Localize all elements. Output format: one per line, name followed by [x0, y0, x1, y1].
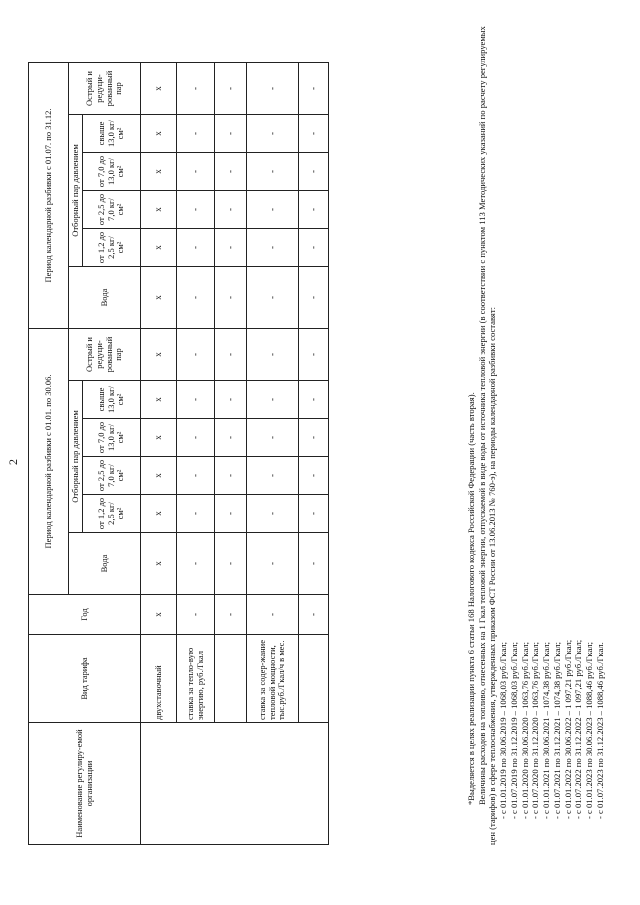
list-item: - с 01.07.2021 по 31.12.2021 – 1074,38 руб./Гкал; [551, 641, 562, 819]
value-cell: x [141, 63, 177, 115]
value-cell: - [215, 191, 247, 229]
header-sharp-steam-2: Острый и редуци-рованный пар [69, 63, 141, 115]
year-cell: - [247, 595, 299, 635]
header-pressure-7-0-b: от 7,0 до 13,0 кг/см² [83, 153, 141, 191]
value-cell: - [247, 495, 299, 533]
value-cell: - [215, 63, 247, 115]
fuel-cost-list [498, 25, 605, 845]
header-water-1: Вода [69, 533, 141, 595]
value-cell: - [177, 381, 215, 419]
header-period-1: Период календарной разбивки с 01.01. по 30.06. [29, 329, 69, 595]
value-cell: - [299, 495, 329, 533]
tariff-type-cell: ставка за содер-жание тепловой мощности, тыс.руб./Гкал/ч в мес. [247, 635, 299, 723]
value-cell: - [247, 63, 299, 115]
list-item: - с 01.07.2022 по 31.12.2022 – 1 097,21 руб./Гкал; [573, 639, 584, 819]
value-cell: - [177, 457, 215, 495]
list-item: - с 01.01.2020 по 30.06.2020 – 1063,76 руб./Гкал; [519, 641, 530, 819]
value-cell: - [215, 419, 247, 457]
list-item: - с 01.07.2019 по 31.12.2019 – 1068,03 руб./Гкал; [508, 641, 519, 819]
tariff-table [28, 62, 329, 845]
header-pressure-13-b: свыше 13,0 кг/см² [83, 115, 141, 153]
value-cell: - [299, 191, 329, 229]
value-cell: - [247, 457, 299, 495]
value-cell: - [299, 229, 329, 267]
header-org-name: Наименование регулиру-емой организации [29, 723, 141, 845]
value-cell: - [177, 495, 215, 533]
value-cell: - [247, 329, 299, 381]
value-cell: x [141, 419, 177, 457]
list-item: - с 01.07.2020 по 31.12.2020 – 1063,76 руб./Гкал; [530, 641, 541, 819]
value-cell: - [299, 329, 329, 381]
value-cell: - [299, 381, 329, 419]
value-cell: - [177, 533, 215, 595]
page-number: 2 [6, 459, 20, 465]
value-cell: - [299, 153, 329, 191]
value-cell: x [141, 115, 177, 153]
notes-paragraph: Величины расходов на топливо, отнесенных на 1 Гкал тепловой энергии, отпускаемой в виде воды от источника тепловой энергии (в соответствии с пунктом 113 Методических указаний по расчету регулируемых цен (тарифов) в сфере теплоснабжения, утвержденных приказом ФСТ России от 13.06.2013 № 760-э), на периоды календарной разбивки составят: [476, 26, 498, 845]
value-cell: - [299, 533, 329, 595]
list-item: - с 01.01.2023 по 30.06.2023 – 1088,46 руб./Гкал; [584, 641, 595, 819]
value-cell: - [299, 267, 329, 329]
value-cell: - [215, 153, 247, 191]
value-cell: - [177, 115, 215, 153]
table-row [141, 63, 177, 845]
header-sharp-steam-1: Острый и редуци-рованный пар [69, 329, 141, 381]
tariff-table-body [141, 63, 329, 845]
header-tariff-type: Вид тарифа [29, 635, 141, 723]
value-cell: - [247, 115, 299, 153]
tariff-type-cell [299, 635, 329, 723]
header-pressure-7-0-a: от 7,0 до 13,0 кг/см² [83, 419, 141, 457]
header-water-2: Вода [69, 267, 141, 329]
value-cell: - [215, 495, 247, 533]
year-cell: - [215, 595, 247, 635]
value-cell: - [247, 153, 299, 191]
value-cell: x [141, 329, 177, 381]
value-cell: x [141, 267, 177, 329]
value-cell: x [141, 191, 177, 229]
value-cell: - [247, 191, 299, 229]
value-cell: - [215, 115, 247, 153]
value-cell: - [177, 419, 215, 457]
header-selected-steam-2: Отборный пар давлением [69, 115, 83, 267]
value-cell: x [141, 229, 177, 267]
header-pressure-13-a: свыше 13,0 кг/см² [83, 381, 141, 419]
value-cell: - [177, 191, 215, 229]
value-cell: x [141, 381, 177, 419]
value-cell: - [177, 267, 215, 329]
year-cell: - [177, 595, 215, 635]
tariff-type-cell [215, 635, 247, 723]
value-cell: - [177, 229, 215, 267]
footnote: *Выделяется в целях реализации пункта 6 статьи 168 Налогового кодекса Российской Федерации (часть вторая). [466, 392, 476, 805]
value-cell: x [141, 457, 177, 495]
value-cell: - [215, 267, 247, 329]
header-pressure-2-5-a: от 2,5 до 7,0 кг/см² [83, 457, 141, 495]
value-cell: - [177, 153, 215, 191]
header-selected-steam-1: Отборный пар давлением [69, 381, 83, 533]
value-cell: - [215, 533, 247, 595]
value-cell: - [299, 419, 329, 457]
tariff-type-cell: двухставочный [141, 635, 177, 723]
header-pressure-1-2-a: от 1,2 до 2,5 кг/см² [83, 495, 141, 533]
org-name-cell [141, 723, 329, 845]
value-cell: - [247, 267, 299, 329]
value-cell: - [247, 419, 299, 457]
tariff-type-cell: ставка за тепло-вую энергию, руб./Гкал [177, 635, 215, 723]
notes-block [466, 25, 606, 845]
value-cell: - [299, 115, 329, 153]
value-cell: x [141, 533, 177, 595]
value-cell: - [247, 533, 299, 595]
header-period-2: Период календарной разбивки с 01.07. по 31.12. [29, 63, 69, 329]
year-cell: - [299, 595, 329, 635]
header-pressure-1-2-b: от 1,2 до 2,5 кг/см² [83, 229, 141, 267]
value-cell: - [215, 229, 247, 267]
value-cell: - [215, 329, 247, 381]
list-item: - с 01.01.2019 по 30.06.2019 – 1068,03 руб./Гкал; [498, 641, 509, 819]
list-item: - с 01.07.2023 по 31.12.2023 – 1088,46 руб./Гкал. [594, 642, 605, 819]
value-cell: - [299, 63, 329, 115]
list-item: - с 01.01.2021 по 30.06.2021 – 1074,38 руб./Гкал; [541, 641, 552, 819]
value-cell: x [141, 495, 177, 533]
year-cell: x [141, 595, 177, 635]
header-year: Год [29, 595, 141, 635]
value-cell: x [141, 153, 177, 191]
list-item: - с 01.01.2022 по 30.06.2022 – 1 097,21 руб./Гкал; [562, 639, 573, 819]
value-cell: - [177, 329, 215, 381]
value-cell: - [215, 457, 247, 495]
value-cell: - [299, 457, 329, 495]
value-cell: - [247, 229, 299, 267]
value-cell: - [247, 381, 299, 419]
value-cell: - [177, 63, 215, 115]
header-pressure-2-5-b: от 2,5 до 7,0 кг/см² [83, 191, 141, 229]
value-cell: - [215, 381, 247, 419]
